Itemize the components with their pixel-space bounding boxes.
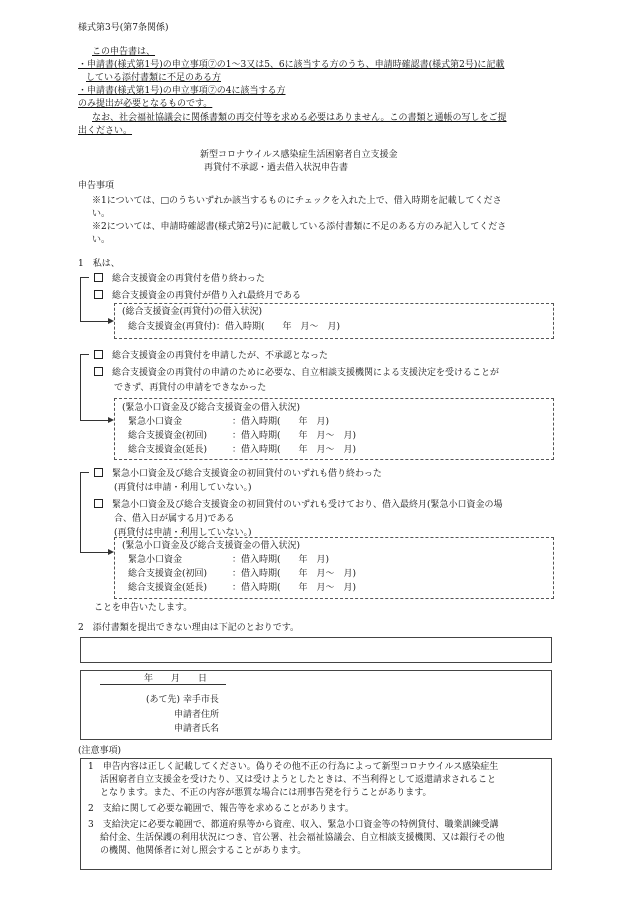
section-1-label: 1 私は、 — [78, 259, 120, 269]
document-title-line1: 新型コロナウイルス感染症生活困窮者自立支援金 — [200, 150, 398, 160]
caution-item: 3 支給決定に必要な範囲で、都道府県等から資産、収入、緊急小口資金等の特例貸付、職業訓練受講 — [88, 820, 499, 830]
checkbox-label-cont: 合、借入日が属する月)である — [114, 514, 235, 524]
loan-period-row[interactable]: 総合支援資金(延長) ：借入時期( 年 月～ 月) — [128, 583, 357, 593]
note-1: ※1については、□のうちいずれか該当するものにチェックを入れた上で、借入時期を記載してくださ — [92, 196, 502, 206]
bracket — [80, 321, 108, 322]
box-title: (総合支援資金(再貸付)の借入状況) — [122, 307, 263, 317]
checkbox-row[interactable]: 総合支援資金の再貸付を借り終わった — [94, 273, 265, 286]
bracket — [80, 472, 89, 473]
checkbox-icon[interactable] — [94, 499, 103, 508]
box-title: (緊急小口資金及び総合支援資金の借入状況) — [122, 403, 301, 413]
applicant-address-label[interactable]: 申請者住所 — [174, 710, 220, 720]
bracket — [80, 354, 89, 355]
checkbox-icon[interactable] — [94, 273, 103, 282]
intro-line: ・申請書(様式第1号)の申立事項⑦の4に該当する方 — [78, 86, 286, 96]
bracket — [80, 472, 81, 552]
intro-line: この申告書は、 — [92, 47, 156, 57]
checkbox-row[interactable]: 緊急小口資金及び総合支援資金の初回貸付のいずれも借り終わった — [94, 468, 382, 481]
checkbox-row[interactable]: 総合支援資金の再貸付の申請のために必要な、自立相談支援機関による支援決定を受けることが — [94, 367, 499, 380]
applicant-name-label[interactable]: 申請者氏名 — [174, 724, 220, 734]
checkbox-note: (再貸付は申請・利用していない。) — [114, 483, 252, 493]
checkbox-label-cont: できず、再貸付の申請をできなかった — [114, 383, 267, 393]
declaration-closing: ことを申告いたします。 — [94, 603, 193, 613]
checkbox-icon[interactable] — [94, 290, 103, 299]
caution-item: となります。また、不正の内容が悪質な場合には刑事告発を行うことがあります。 — [100, 788, 432, 798]
caution-item: 活困窮者自立支援金を受けたり、又は受けようとしたときは、不当利得として返還請求されること — [100, 775, 497, 785]
bracket — [80, 277, 81, 321]
section-2-label: 2 添付書類を提出できない理由は下記のとおりです。 — [78, 623, 300, 633]
form-number: 様式第3号(第7条関係) — [78, 23, 169, 33]
checkbox-icon[interactable] — [94, 350, 103, 359]
addressee: (あて先) 幸手市長 — [146, 695, 219, 705]
reason-input-box[interactable] — [80, 637, 552, 663]
caution-item: の機関、他関係者に対し照会することがあります。 — [100, 846, 307, 856]
loan-period-row[interactable]: 緊急小口資金 ：借入時期( 年 月) — [128, 417, 330, 427]
bracket — [80, 552, 108, 553]
intro-line: ・申請書(様式第1号)の申立事項⑦の1～3又は5、6に該当する方のうち、申請時確認書(様式第2号)に記載 — [78, 60, 505, 70]
caution-item: 2 支給に関して必要な範囲で、報告等を求めることがあります。 — [88, 804, 354, 814]
caution-item: 給付金、生活保護の利用状況につき、官公署、社会福祉協議会、自立相談支援機関、又は銀行その他 — [100, 833, 505, 843]
loan-period-row[interactable]: 緊急小口資金 ：借入時期( 年 月) — [128, 555, 330, 565]
notes-heading: 申告事項 — [78, 181, 115, 191]
checkbox-note: (再貸付は申請・利用していない。) — [114, 528, 252, 538]
intro-line: している添付書類に不足のある方 — [86, 73, 222, 83]
bracket — [80, 277, 89, 278]
loan-period-row[interactable]: 総合支援資金(初回) ：借入時期( 年 月～ 月) — [128, 431, 357, 441]
note-1: い。 — [92, 209, 111, 219]
checkbox-row[interactable]: 緊急小口資金及び総合支援資金の初回貸付のいずれも受けており、借入最終月(緊急小口資金の場 — [94, 499, 503, 512]
checkbox-row[interactable]: 総合支援資金の再貸付が借り入れ最終月である — [94, 290, 301, 303]
intro-line: 出ください。 — [78, 126, 133, 136]
intro-line: のみ提出が必要となるものです。 — [78, 99, 213, 109]
note-2: ※2については、申請時確認書(様式第2号)に記載している添付書類に不足のある方のみ記入してくださ — [92, 222, 507, 232]
intro-line: なお、社会福祉協議会に関係書類の再交付等を求める必要はありません。この書類と通帳の写しをご提 — [92, 113, 507, 123]
note-2: い。 — [92, 235, 111, 245]
loan-period-row[interactable]: 総合支援資金(再貸付)：借入時期( 年 月～ 月) — [128, 322, 341, 332]
loan-period-row[interactable]: 総合支援資金(延長) ：借入時期( 年 月～ 月) — [128, 445, 357, 455]
date-field[interactable]: 年 月 日 — [144, 674, 208, 684]
box-title: (緊急小口資金及び総合支援資金の借入状況) — [122, 541, 301, 551]
cautions-heading: (注意事項) — [78, 746, 122, 756]
checkbox-icon[interactable] — [94, 367, 103, 376]
document-title-line2: 再貸付不承認・過去借入状況申告書 — [204, 163, 349, 173]
checkbox-row[interactable]: 総合支援資金の再貸付を申請したが、不承認となった — [94, 350, 328, 363]
loan-period-row[interactable]: 総合支援資金(初回) ：借入時期( 年 月～ 月) — [128, 569, 357, 579]
bracket — [80, 354, 81, 420]
checkbox-icon[interactable] — [94, 468, 103, 477]
bracket — [80, 420, 108, 421]
caution-item: 1 申告内容は正しく記載してください。偽りその他不正の行為によって新型コロナウイルス感染症生 — [88, 762, 499, 772]
